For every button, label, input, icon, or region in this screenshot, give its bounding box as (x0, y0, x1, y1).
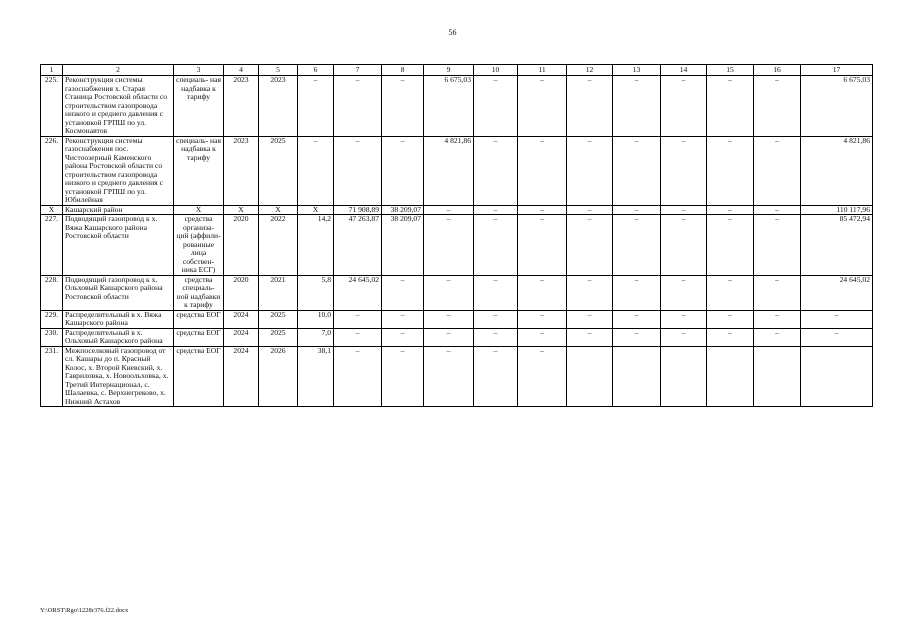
table-cell: 2025 (259, 328, 298, 346)
table-cell (567, 346, 613, 407)
table-cell: 2023 (224, 76, 259, 137)
footer-file-path: Y:\ORST\Rgo\1228r376.f22.docx (40, 607, 129, 614)
table-cell: – (518, 136, 567, 205)
table-cell: – (518, 346, 567, 407)
table-cell: 2025 (259, 310, 298, 328)
table-cell: 2025 (259, 136, 298, 205)
table-cell: – (661, 205, 707, 215)
table-cell: – (613, 310, 661, 328)
table-cell: 229. (41, 310, 63, 328)
table-cell: 2022 (259, 215, 298, 276)
table-cell: 225. (41, 76, 63, 137)
table-cell: 38 209,07 (382, 215, 424, 276)
table-body (41, 76, 873, 407)
table-cell (754, 346, 801, 407)
table-cell: 71 908,89 (334, 205, 382, 215)
column-header: 16 (754, 65, 801, 76)
table-cell: – (661, 310, 707, 328)
table-cell: – (613, 136, 661, 205)
table-cell: – (518, 215, 567, 276)
table-cell: – (334, 346, 382, 407)
header-row (41, 65, 873, 76)
table-cell: – (518, 328, 567, 346)
table-cell: 14,2 (298, 215, 334, 276)
table-cell: 228. (41, 275, 63, 310)
table-cell: – (474, 205, 518, 215)
table-cell: средства ЕОГ (174, 328, 224, 346)
table-cell: специаль- ная надбавка к тарифу (174, 76, 224, 137)
table-cell: – (567, 275, 613, 310)
table-cell: 4 821,86 (801, 136, 873, 205)
table-cell: 10,0 (298, 310, 334, 328)
table-cell: – (424, 205, 474, 215)
column-header: 14 (661, 65, 707, 76)
table-cell: 2020 (224, 215, 259, 276)
table-cell: – (567, 76, 613, 137)
table-cell: Подводящий газопровод к х. Вяжа Кашарского района Ростовской области (63, 215, 174, 276)
column-header: 11 (518, 65, 567, 76)
table-row (41, 76, 873, 137)
table-cell: 110 117,96 (801, 205, 873, 215)
table-cell: 2020 (224, 275, 259, 310)
table-cell: – (754, 76, 801, 137)
table-cell: – (567, 205, 613, 215)
table-cell: 2021 (259, 275, 298, 310)
table-cell: 24 645,02 (334, 275, 382, 310)
table-cell: – (661, 136, 707, 205)
column-header: 8 (382, 65, 424, 76)
table-cell: 2024 (224, 346, 259, 407)
table-cell: – (613, 275, 661, 310)
table-cell: 226. (41, 136, 63, 205)
table-cell: – (382, 275, 424, 310)
table-cell: – (518, 76, 567, 137)
table-cell: – (382, 310, 424, 328)
table-row (41, 205, 873, 215)
table-cell: – (474, 275, 518, 310)
table-cell: X (174, 205, 224, 215)
table-cell: – (801, 310, 873, 328)
column-header: 9 (424, 65, 474, 76)
table-cell: 2026 (259, 346, 298, 407)
table-cell: 47 263,87 (334, 215, 382, 276)
table-cell: средства ЕОГ (174, 346, 224, 407)
table-cell: – (382, 136, 424, 205)
table-cell: – (474, 310, 518, 328)
table-cell: X (259, 205, 298, 215)
column-header: 17 (801, 65, 873, 76)
table-cell: 4 821,86 (424, 136, 474, 205)
table-row (41, 310, 873, 328)
column-header: 4 (224, 65, 259, 76)
table-cell: 2023 (224, 136, 259, 205)
table-cell: 6 675,03 (801, 76, 873, 137)
table-cell: средства организа- ций (аффили- рованные лица собствен- ника ЕСГ) (174, 215, 224, 276)
table-row (41, 346, 873, 407)
table-cell: – (707, 275, 754, 310)
page-number: 56 (448, 28, 457, 37)
table-cell: – (707, 205, 754, 215)
column-header: 10 (474, 65, 518, 76)
table-cell: – (661, 275, 707, 310)
table-cell: – (424, 328, 474, 346)
table-cell: Распределительный в х. Ольховый Кашарского района (63, 328, 174, 346)
table-cell: Межпоселковый газопровод от сл. Кашары до п. Красный Колос, х. Второй Киевский, х. Гавриловка, х. Новоольховка, х. Третий Интернационал, с. Шалаевка, с. Верхнегреково, х. Нижний Астахов (63, 346, 174, 407)
table-cell: средства специаль- ной надбавки к тарифу (174, 275, 224, 310)
table-cell: – (474, 346, 518, 407)
table-cell: – (424, 275, 474, 310)
table-cell: 2024 (224, 310, 259, 328)
table-row (41, 136, 873, 205)
table-cell: 38,1 (298, 346, 334, 407)
table-cell: 6 675,03 (424, 76, 474, 137)
column-header: 3 (174, 65, 224, 76)
table-cell: Распределительный в х. Вяжа Кашарского района (63, 310, 174, 328)
table-cell: – (334, 310, 382, 328)
table-cell: – (661, 76, 707, 137)
column-header: 12 (567, 65, 613, 76)
table-cell: – (567, 328, 613, 346)
table-cell (661, 346, 707, 407)
table-cell: – (707, 310, 754, 328)
table-cell: – (424, 215, 474, 276)
table-cell (707, 346, 754, 407)
table-cell: X (298, 205, 334, 215)
table-cell: X (41, 205, 63, 215)
table-row (41, 275, 873, 310)
table-cell: Реконструкция системы газоснабжения х. Старая Станица Ростовской области со строительством газопровода низкого и среднего давления с установкой ГРПШ по ул. Космонавтов (63, 76, 174, 137)
table-cell: – (801, 328, 873, 346)
table-row (41, 215, 873, 276)
table-cell: – (382, 328, 424, 346)
column-header: 5 (259, 65, 298, 76)
column-header: 15 (707, 65, 754, 76)
investment-program-table (40, 64, 873, 407)
table-cell: – (382, 346, 424, 407)
table-cell: – (754, 205, 801, 215)
table-cell: 2023 (259, 76, 298, 137)
table-cell (801, 346, 873, 407)
table-cell (613, 346, 661, 407)
table-cell: – (474, 76, 518, 137)
table-cell: – (707, 136, 754, 205)
table-cell: – (567, 310, 613, 328)
table-cell: – (707, 76, 754, 137)
table-cell: – (334, 76, 382, 137)
table-cell: 38 209,07 (382, 205, 424, 215)
table-cell: 5,8 (298, 275, 334, 310)
table-cell: 7,0 (298, 328, 334, 346)
table-cell: – (518, 205, 567, 215)
table-cell: – (474, 136, 518, 205)
table-cell: – (707, 215, 754, 276)
table-cell: – (754, 136, 801, 205)
table-cell: – (298, 136, 334, 205)
table-cell: 24 645,02 (801, 275, 873, 310)
table-cell: – (613, 76, 661, 137)
table-cell: – (424, 346, 474, 407)
column-header: 1 (41, 65, 63, 76)
table-cell: – (518, 310, 567, 328)
table-cell: 231. (41, 346, 63, 407)
table-cell: – (613, 205, 661, 215)
table-cell: – (334, 136, 382, 205)
table-cell: – (298, 76, 334, 137)
table-cell: – (661, 215, 707, 276)
column-header: 13 (613, 65, 661, 76)
column-header: 7 (334, 65, 382, 76)
table-cell: Кашарский район (63, 205, 174, 215)
table-cell: средства ЕОГ (174, 310, 224, 328)
table-cell: – (334, 328, 382, 346)
table-cell: – (661, 328, 707, 346)
table-cell: – (424, 310, 474, 328)
table-cell: – (707, 328, 754, 346)
table-cell: – (382, 76, 424, 137)
table-cell: – (754, 275, 801, 310)
column-header: 6 (298, 65, 334, 76)
table-cell: 227. (41, 215, 63, 276)
table-cell: – (474, 215, 518, 276)
table-cell: Реконструкция системы газоснабжения пос. Чистоозерный Каменского района Ростовской области со строительством газопровода низкого и среднего давления с установкой ГРПШ по ул. Юбилейная (63, 136, 174, 205)
table-cell: – (754, 328, 801, 346)
table-cell: 230. (41, 328, 63, 346)
table-cell: – (754, 310, 801, 328)
table-cell: специаль- ная надбавка к тарифу (174, 136, 224, 205)
table-cell: 2024 (224, 328, 259, 346)
table-cell: 85 472,94 (801, 215, 873, 276)
table-cell: – (754, 215, 801, 276)
table-cell: X (224, 205, 259, 215)
table-cell: – (518, 275, 567, 310)
table-cell: – (613, 215, 661, 276)
table-cell: Подводящий газопровод к х. Ольховый Кашарского района Ростовской области (63, 275, 174, 310)
column-header: 2 (63, 65, 174, 76)
table-row (41, 328, 873, 346)
table-cell: – (567, 215, 613, 276)
table-cell: – (567, 136, 613, 205)
table-cell: – (613, 328, 661, 346)
table-cell: – (474, 328, 518, 346)
